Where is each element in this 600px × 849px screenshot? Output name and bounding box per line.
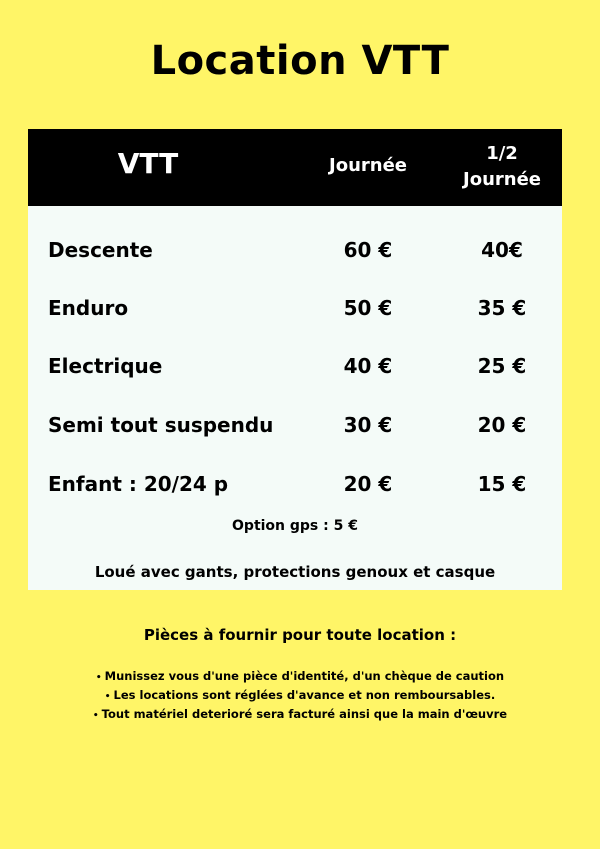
page-title: Location VTT	[150, 38, 450, 84]
requirements-title: Pièces à fournir pour toute location :	[143, 626, 457, 644]
requirement-text: Tout matériel deterioré sera facturé ainsi que la main d'œuvre	[101, 707, 508, 721]
included-equipment: Loué avec gants, protections genoux et casque	[94, 563, 496, 581]
bullet-icon: •	[104, 692, 111, 702]
header-vtt: VTT	[117, 147, 179, 180]
header-day: Journée	[329, 155, 407, 176]
table-row	[28, 472, 562, 502]
row-name: Semi tout suspendu	[48, 413, 274, 437]
table-row	[28, 296, 562, 326]
row-name: Enduro	[48, 296, 129, 320]
table-header	[28, 129, 562, 206]
row-name: Electrique	[48, 354, 163, 378]
price-table	[28, 129, 562, 590]
header-half-fraction: 1/2	[486, 143, 518, 164]
row-day-price: 60 €	[343, 238, 393, 262]
row-half-price: 40€	[481, 238, 523, 262]
bullet-icon: •	[95, 673, 102, 683]
list-item	[0, 668, 600, 687]
requirement-text: Munissez vous d'une pièce d'identité, d'un chèque de caution	[104, 669, 505, 683]
table-row	[28, 413, 562, 443]
header-half-day	[448, 141, 556, 193]
requirement-text: Les locations sont réglées d'avance et non remboursables.	[113, 688, 496, 702]
header-half-label: Journée	[463, 169, 541, 190]
row-half-price: 15 €	[477, 472, 527, 496]
list-item	[0, 687, 600, 706]
row-half-price: 20 €	[477, 413, 527, 437]
requirements-list	[0, 668, 600, 725]
table-row	[28, 238, 562, 268]
table-row	[28, 354, 562, 384]
bullet-icon: •	[92, 711, 99, 721]
row-name: Descente	[48, 238, 153, 262]
row-day-price: 50 €	[343, 296, 393, 320]
row-half-price: 25 €	[477, 354, 527, 378]
row-half-price: 35 €	[477, 296, 527, 320]
row-day-price: 40 €	[343, 354, 393, 378]
row-name: Enfant : 20/24 p	[48, 472, 229, 496]
list-item	[0, 706, 600, 725]
row-day-price: 30 €	[343, 413, 393, 437]
row-day-price: 20 €	[343, 472, 393, 496]
gps-option: Option gps : 5 €	[232, 518, 358, 534]
